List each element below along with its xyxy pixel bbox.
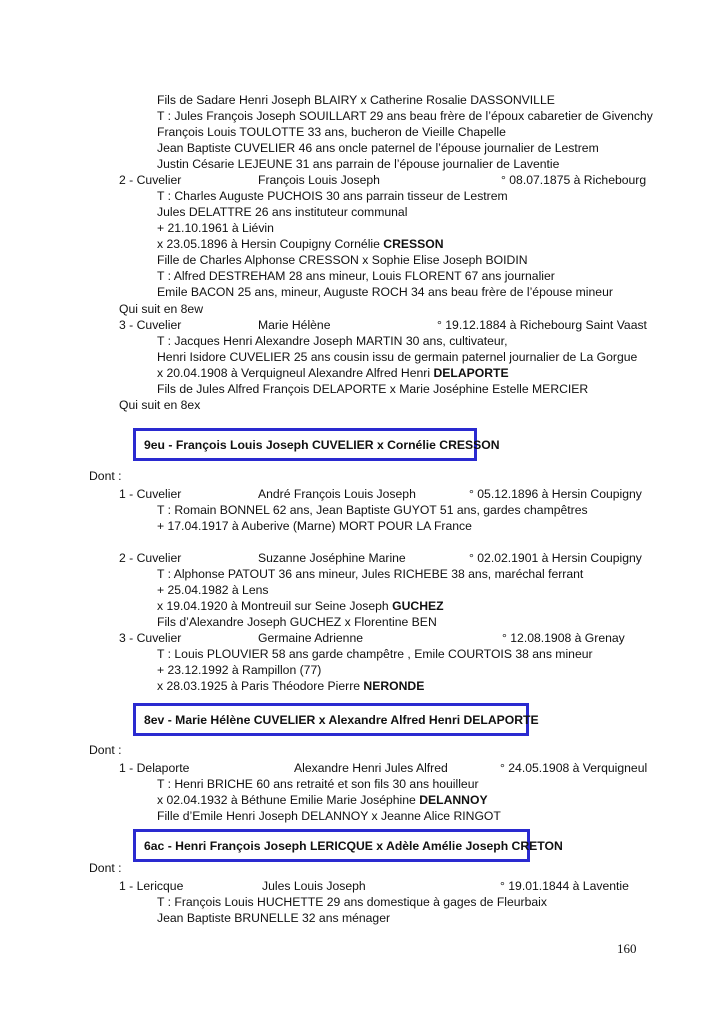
child-given-names: Jules Louis Joseph: [262, 879, 366, 893]
section-heading: 8ev - Marie Hélène CUVELIER x Alexandre Alfred Henri DELAPORTE: [144, 712, 539, 727]
dont-label: Dont :: [89, 743, 122, 757]
child-number: 1 - Lericque: [119, 879, 184, 893]
marriage-text: x 19.04.1920 à Montreuil sur Seine Joseph: [157, 599, 393, 613]
witness-line: T : Alphonse PATOUT 36 ans mineur, Jules RICHEBE 38 ans, maréchal ferrant: [157, 567, 584, 581]
dont-label: Dont :: [89, 861, 122, 875]
spouse-surname: GUCHEZ: [392, 599, 444, 613]
marriage-text: x 28.03.1925 à Paris Théodore Pierre: [157, 679, 364, 693]
child-birth: ° 02.02.1901 à Hersin Coupigny: [469, 551, 642, 565]
marriage-text: x 02.04.1932 à Béthune Emilie Marie Joséphine: [157, 793, 420, 807]
marriage-line: [157, 792, 488, 808]
marriage-text: x 20.04.1908 à Verquigneul Alexandre Alfred Henri: [157, 366, 434, 380]
marriage-line: [157, 678, 424, 694]
marriage-line: [157, 365, 509, 381]
child-birth: ° 24.05.1908 à Verquigneul: [500, 761, 648, 775]
witness-line: T : François Louis HUCHETTE 29 ans domestique à gages de Fleurbaix: [157, 895, 547, 909]
marriage-line: [157, 598, 444, 614]
marriage-text: x 23.05.1896 à Hersin Coupigny Cornélie: [157, 237, 384, 251]
section-heading: 9eu - François Louis Joseph CUVELIER x Cornélie CRESSON: [144, 437, 500, 452]
parents-line: Fils de Jules Alfred François DELAPORTE x Marie Joséphine Estelle MERCIER: [157, 382, 589, 396]
child-number: 2 - Cuvelier: [119, 551, 182, 565]
child-entry-line: [119, 486, 649, 502]
parents-line: Fils d’Alexandre Joseph GUCHEZ x Florentine BEN: [157, 615, 437, 629]
spouse-surname: DELAPORTE: [433, 366, 509, 380]
spouse-surname: NERONDE: [363, 679, 425, 693]
witness-line: T : Henri BRICHE 60 ans retraité et son fils 30 ans houilleur: [157, 777, 479, 791]
child-number: 2 - Cuvelier: [119, 173, 182, 187]
witness-line: T : Alfred DESTREHAM 28 ans mineur, Louis FLORENT 67 ans journalier: [157, 269, 555, 283]
spouse-surname: DELANNOY: [419, 793, 488, 807]
witness-line: Jules DELATTRE 26 ans instituteur communal: [157, 205, 408, 219]
child-given-names: Germaine Adrienne: [258, 631, 364, 645]
witness-line: François Louis TOULOTTE 33 ans, bucheron de Vieille Chapelle: [157, 125, 506, 139]
death-line: + 23.12.1992 à Rampillon (77): [157, 663, 322, 677]
spouse-surname: CRESSON: [383, 237, 444, 251]
witness-line: Jean Baptiste BRUNELLE 32 ans ménager: [157, 911, 391, 925]
dont-label: Dont :: [89, 469, 122, 483]
child-number: 3 - Cuvelier: [119, 318, 182, 332]
marriage-line: [157, 236, 444, 252]
death-line: + 17.04.1917 à Auberive (Marne) MORT POUR LA France: [157, 519, 472, 533]
parents-line: Fille d’Emile Henri Joseph DELANNOY x Jeanne Alice RINGOT: [157, 809, 501, 823]
witness-line: T : Jules François Joseph SOUILLART 29 ans beau frère de l’époux cabaretier de Givenchy: [157, 109, 653, 123]
follows-reference: Qui suit en 8ew: [119, 302, 204, 316]
witness-line: Justin Césarie LEJEUNE 31 ans parrain de l’épouse journalier de Laventie: [157, 157, 560, 171]
child-entry-line: [119, 878, 649, 894]
parents-line: Fils de Sadare Henri Joseph BLAIRY x Catherine Rosalie DASSONVILLE: [157, 93, 555, 107]
death-line: + 25.04.1982 à Lens: [157, 583, 269, 597]
child-entry-line: [119, 317, 649, 333]
witness-line: Emile BACON 25 ans, mineur, Auguste ROCH 34 ans beau frère de l’épouse mineur: [157, 285, 613, 299]
witness-line: T : Romain BONNEL 62 ans, Jean Baptiste GUYOT 51 ans, gardes champêtres: [157, 503, 588, 517]
child-entry-line: [119, 630, 649, 646]
witness-line: T : Charles Auguste PUCHOIS 30 ans parrain tisseur de Lestrem: [157, 189, 508, 203]
child-entry-line: [119, 550, 649, 566]
child-birth: ° 19.12.1884 à Richebourg Saint Vaast: [437, 318, 647, 332]
witness-line: Jean Baptiste CUVELIER 46 ans oncle paternel de l’épouse journalier de Lestrem: [157, 141, 599, 155]
child-birth: ° 08.07.1875 à Richebourg: [501, 173, 647, 187]
child-given-names: Suzanne Joséphine Marine: [258, 551, 406, 565]
child-number: 3 - Cuvelier: [119, 631, 182, 645]
section-heading: 6ac - Henri François Joseph LERICQUE x Adèle Amélie Joseph CRETON: [144, 838, 563, 853]
child-given-names: André François Louis Joseph: [258, 487, 416, 501]
death-line: + 21.10.1961 à Liévin: [157, 221, 274, 235]
child-number: 1 - Cuvelier: [119, 487, 182, 501]
witness-line: T : Louis PLOUVIER 58 ans garde champêtre , Emile COURTOIS 38 ans mineur: [157, 647, 593, 661]
witness-line: Henri Isidore CUVELIER 25 ans cousin issu de germain paternel journalier de La Gorgue: [157, 350, 638, 364]
child-number: 1 - Delaporte: [119, 761, 190, 775]
section-heading-box: [133, 428, 500, 461]
section-heading-box: [133, 829, 563, 862]
child-birth: ° 12.08.1908 à Grenay: [502, 631, 625, 645]
witness-line: T : Jacques Henri Alexandre Joseph MARTIN 30 ans, cultivateur,: [157, 334, 508, 348]
child-entry-line: [119, 760, 659, 776]
child-birth: ° 19.01.1844 à Laventie: [500, 879, 629, 893]
child-birth: ° 05.12.1896 à Hersin Coupigny: [469, 487, 642, 501]
child-given-names: Alexandre Henri Jules Alfred: [294, 761, 448, 775]
child-given-names: Marie Hélène: [258, 318, 331, 332]
page-number: 160: [617, 941, 637, 956]
section-heading-box: [133, 703, 539, 736]
parents-line: Fille de Charles Alphonse CRESSON x Sophie Elise Joseph BOIDIN: [157, 253, 528, 267]
child-entry-line: [119, 172, 649, 188]
child-given-names: François Louis Joseph: [258, 173, 380, 187]
follows-reference: Qui suit en 8ex: [119, 398, 201, 412]
